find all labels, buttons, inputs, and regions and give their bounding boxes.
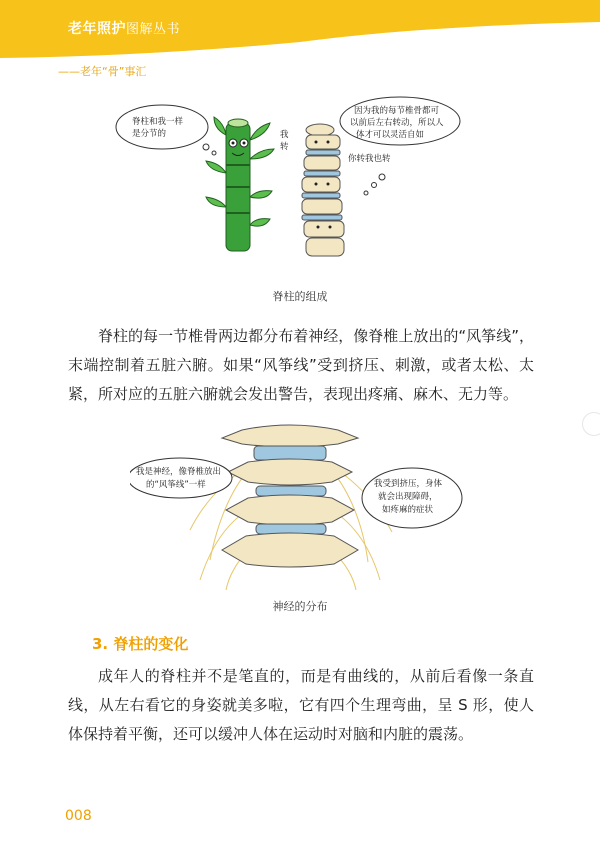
vertebrae-stack bbox=[222, 425, 358, 567]
series-suffix: 图解丛书 bbox=[126, 22, 181, 37]
bamboo-character bbox=[206, 117, 274, 251]
page-number: 008 bbox=[65, 808, 92, 824]
nerve-bubble-line2: 的“风筝线”一样 bbox=[146, 480, 206, 490]
pressure-bubble-line1: 我受到挤压，身体 bbox=[374, 479, 443, 489]
spine-side-text-2: 转 bbox=[280, 142, 289, 152]
spine-composition-illustration bbox=[110, 95, 490, 270]
series-subtitle: ——老年“骨”事汇 bbox=[58, 65, 147, 78]
pressure-bubble-line2: 就会出现障碍， bbox=[378, 492, 438, 502]
series-title: 老年照护图解丛书 bbox=[68, 21, 181, 37]
spine-character bbox=[302, 124, 344, 256]
spine-callout: 你转我也转 bbox=[348, 154, 391, 164]
side-margin-mark bbox=[582, 412, 600, 436]
spine-bubble-line1: 因为我的每节椎骨都可 bbox=[354, 106, 440, 116]
paragraph-nerves: 脊柱的每一节椎骨两边都分布着神经，像脊椎上放出的“风筝线”，末端控制着五脏六腑。如果“风筝线”受到挤压、刺激，或者太松、太紧，所对应的五脏六腑就会发出警告，表现出疼痛、麻木、无力等。 bbox=[68, 327, 534, 403]
nerve-distribution-illustration bbox=[130, 420, 470, 592]
paragraph-spine-curves: 成年人的脊柱并不是笔直的，而是有曲线的，从前后看像一条直线，从左右看它的身姿就美多啦，它有四个生理弯曲，呈 S 形，使人体保持着平衡，还可以缓冲人体在运动时对脑和内脏的震荡。 bbox=[68, 667, 534, 743]
bamboo-bubble-line1: 脊柱和我一样 bbox=[132, 117, 184, 127]
spine-bubble-line3: 体才可以灵活自如 bbox=[356, 130, 425, 140]
bamboo-bubble-line2: 是分节的 bbox=[132, 129, 167, 139]
figure2-caption: 神经的分布 bbox=[272, 600, 328, 613]
section-heading: 3. 脊柱的变化 bbox=[92, 635, 189, 653]
figure1-caption: 脊柱的组成 bbox=[272, 290, 328, 303]
spine-side-text-1: 我 bbox=[280, 130, 289, 140]
pressure-bubble-line3: 如疼麻的症状 bbox=[382, 505, 434, 515]
spine-bubble-line2: 以前后左右转动，所以人 bbox=[350, 118, 444, 128]
nerve-bubble-line1: 我是神经，像脊椎放出 bbox=[136, 467, 222, 477]
